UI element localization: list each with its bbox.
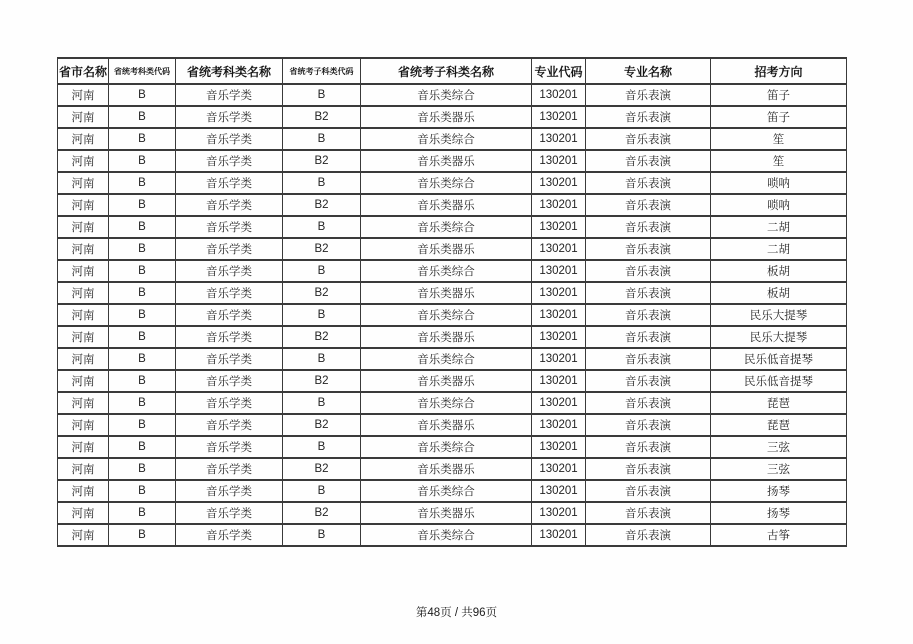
table-cell: B2 — [283, 458, 361, 480]
table-cell: 音乐类器乐 — [361, 326, 532, 348]
header-exam-category-code: 省统考科类代码 — [109, 58, 176, 84]
header-exam-category-name: 省统考科类名称 — [176, 58, 283, 84]
table-cell: 音乐学类 — [176, 502, 283, 524]
table-cell: 音乐表演 — [586, 370, 711, 392]
table-cell: 河南 — [58, 436, 109, 458]
table-cell: 音乐学类 — [176, 326, 283, 348]
table-cell: 音乐类器乐 — [361, 502, 532, 524]
table-cell: 音乐类综合 — [361, 304, 532, 326]
table-cell: B2 — [283, 150, 361, 172]
table-cell: 河南 — [58, 392, 109, 414]
table-cell: B2 — [283, 106, 361, 128]
table-cell: B — [109, 238, 176, 260]
table-cell: 三弦 — [711, 458, 847, 480]
table-cell: 130201 — [532, 458, 586, 480]
table-cell: 河南 — [58, 414, 109, 436]
table-cell: 民乐大提琴 — [711, 326, 847, 348]
table-cell: 130201 — [532, 172, 586, 194]
table-cell: 音乐类器乐 — [361, 238, 532, 260]
table-cell: 琵琶 — [711, 414, 847, 436]
table-cell: B — [109, 194, 176, 216]
table-cell: 音乐学类 — [176, 436, 283, 458]
table-cell: 河南 — [58, 370, 109, 392]
table-cell: 音乐表演 — [586, 436, 711, 458]
table-cell: 板胡 — [711, 260, 847, 282]
table-cell: 130201 — [532, 238, 586, 260]
table-cell: 音乐表演 — [586, 128, 711, 150]
table-row — [58, 436, 847, 458]
table-cell: 音乐类综合 — [361, 348, 532, 370]
table-cell: B — [283, 392, 361, 414]
header-recruitment-direction: 招考方向 — [711, 58, 847, 84]
table-cell: 音乐表演 — [586, 502, 711, 524]
table-cell: 130201 — [532, 84, 586, 106]
table-cell: B — [109, 502, 176, 524]
table-cell: B — [283, 216, 361, 238]
table-cell: 民乐低音提琴 — [711, 348, 847, 370]
table-cell: B2 — [283, 326, 361, 348]
table-cell: 河南 — [58, 128, 109, 150]
table-row — [58, 502, 847, 524]
table-cell: 音乐学类 — [176, 216, 283, 238]
table-cell: 音乐学类 — [176, 480, 283, 502]
table-cell: B — [283, 128, 361, 150]
table-cell: B — [109, 392, 176, 414]
table-cell: B — [109, 524, 176, 546]
table-row — [58, 524, 847, 546]
table-cell: 130201 — [532, 502, 586, 524]
table-cell: 笙 — [711, 128, 847, 150]
table-row — [58, 480, 847, 502]
table-cell: 音乐学类 — [176, 194, 283, 216]
table-row — [58, 106, 847, 128]
table-cell: B2 — [283, 194, 361, 216]
table-cell: B — [109, 458, 176, 480]
table-cell: B — [109, 348, 176, 370]
table-cell: 音乐类器乐 — [361, 282, 532, 304]
header-exam-subcategory-code: 省统考子科类代码 — [283, 58, 361, 84]
table-cell: 音乐类综合 — [361, 480, 532, 502]
table-cell: 130201 — [532, 392, 586, 414]
table-cell: 130201 — [532, 150, 586, 172]
table-cell: 音乐类综合 — [361, 436, 532, 458]
table-cell: 130201 — [532, 370, 586, 392]
table-cell: B — [109, 436, 176, 458]
table-cell: B — [283, 304, 361, 326]
table-cell: 音乐学类 — [176, 524, 283, 546]
table-cell: 音乐表演 — [586, 106, 711, 128]
table-cell: 琵琶 — [711, 392, 847, 414]
table-cell: 音乐表演 — [586, 414, 711, 436]
table-cell: 三弦 — [711, 436, 847, 458]
table-cell: B — [109, 304, 176, 326]
table-cell: 河南 — [58, 502, 109, 524]
table-cell: 民乐低音提琴 — [711, 370, 847, 392]
table-cell: B2 — [283, 238, 361, 260]
table-cell: 音乐学类 — [176, 348, 283, 370]
table-cell: 笛子 — [711, 106, 847, 128]
header-exam-subcategory-name: 省统考子科类名称 — [361, 58, 532, 84]
table-cell: B — [109, 216, 176, 238]
table-cell: 古筝 — [711, 524, 847, 546]
table-cell: 音乐类综合 — [361, 524, 532, 546]
table-cell: 音乐表演 — [586, 260, 711, 282]
table-cell: B — [109, 480, 176, 502]
table-cell: 河南 — [58, 348, 109, 370]
table-cell: 笙 — [711, 150, 847, 172]
table-cell: 唢呐 — [711, 194, 847, 216]
table-cell: B — [109, 326, 176, 348]
table-cell: 河南 — [58, 524, 109, 546]
table-cell: 河南 — [58, 458, 109, 480]
table-cell: 河南 — [58, 282, 109, 304]
table-cell: 二胡 — [711, 238, 847, 260]
page-footer — [0, 604, 913, 620]
table-cell: B — [283, 172, 361, 194]
table-cell: 音乐类器乐 — [361, 458, 532, 480]
table-cell: B2 — [283, 370, 361, 392]
table-cell: B — [109, 282, 176, 304]
table-cell: 河南 — [58, 238, 109, 260]
records-table — [57, 57, 847, 547]
table-cell: 河南 — [58, 326, 109, 348]
table-cell: 音乐学类 — [176, 128, 283, 150]
table-cell: 音乐类综合 — [361, 216, 532, 238]
table-row — [58, 458, 847, 480]
table-cell: 河南 — [58, 480, 109, 502]
table-cell: 河南 — [58, 216, 109, 238]
table-cell: B — [109, 106, 176, 128]
table-cell: 130201 — [532, 128, 586, 150]
table-cell: 音乐表演 — [586, 480, 711, 502]
table-cell: B — [283, 436, 361, 458]
table-cell: 130201 — [532, 194, 586, 216]
table-cell: 音乐类综合 — [361, 128, 532, 150]
table-cell: 二胡 — [711, 216, 847, 238]
table-cell: B — [109, 172, 176, 194]
table-row — [58, 216, 847, 238]
table-cell: 音乐类综合 — [361, 172, 532, 194]
table-cell: 音乐类综合 — [361, 392, 532, 414]
header-major-name: 专业名称 — [586, 58, 711, 84]
table-cell: 河南 — [58, 172, 109, 194]
table-row — [58, 282, 847, 304]
table-cell: 扬琴 — [711, 502, 847, 524]
table-row — [58, 304, 847, 326]
table-cell: 音乐表演 — [586, 524, 711, 546]
table-cell: 音乐表演 — [586, 216, 711, 238]
table-cell: 音乐表演 — [586, 282, 711, 304]
page-number: 第48页 / 共96页 — [415, 607, 498, 619]
table-cell: B — [109, 260, 176, 282]
table-cell: 音乐表演 — [586, 150, 711, 172]
table-cell: B — [283, 84, 361, 106]
table-cell: 河南 — [58, 304, 109, 326]
table-cell: 音乐类器乐 — [361, 414, 532, 436]
table-cell: 130201 — [532, 106, 586, 128]
header-province: 省市名称 — [58, 58, 109, 84]
header-major-code: 专业代码 — [532, 58, 586, 84]
table-cell: 音乐表演 — [586, 348, 711, 370]
table-cell: B — [283, 524, 361, 546]
table-cell: 音乐学类 — [176, 458, 283, 480]
table-cell: 130201 — [532, 216, 586, 238]
table-cell: 音乐表演 — [586, 304, 711, 326]
table-cell: 河南 — [58, 106, 109, 128]
table-row — [58, 348, 847, 370]
table-row — [58, 128, 847, 150]
table-cell: 130201 — [532, 436, 586, 458]
table-cell: 130201 — [532, 260, 586, 282]
table-row — [58, 260, 847, 282]
table-cell: B — [283, 260, 361, 282]
table-row — [58, 172, 847, 194]
table-cell: B2 — [283, 282, 361, 304]
table-cell: 音乐学类 — [176, 260, 283, 282]
table-cell: 板胡 — [711, 282, 847, 304]
table-cell: B — [109, 84, 176, 106]
table-cell: B — [109, 370, 176, 392]
table-cell: 笛子 — [711, 84, 847, 106]
table-cell: 130201 — [532, 414, 586, 436]
table-cell: 音乐类器乐 — [361, 370, 532, 392]
table-cell: 音乐学类 — [176, 304, 283, 326]
table-cell: 音乐表演 — [586, 84, 711, 106]
table-cell: 民乐大提琴 — [711, 304, 847, 326]
table-cell: 130201 — [532, 480, 586, 502]
table-cell: B — [109, 414, 176, 436]
table-cell: 音乐学类 — [176, 106, 283, 128]
table-cell: 扬琴 — [711, 480, 847, 502]
table-cell: 130201 — [532, 524, 586, 546]
table-cell: 130201 — [532, 348, 586, 370]
table-cell: 音乐学类 — [176, 172, 283, 194]
table-cell: 音乐类综合 — [361, 84, 532, 106]
table-row — [58, 194, 847, 216]
table-cell: 音乐表演 — [586, 326, 711, 348]
table-row — [58, 238, 847, 260]
table-cell: 音乐学类 — [176, 282, 283, 304]
table-cell: B — [283, 348, 361, 370]
table-cell: 音乐学类 — [176, 238, 283, 260]
table-row — [58, 150, 847, 172]
table-cell: 音乐类器乐 — [361, 150, 532, 172]
table-cell: 音乐表演 — [586, 172, 711, 194]
table-cell: B2 — [283, 414, 361, 436]
table-body — [58, 84, 847, 546]
table-cell: B — [109, 150, 176, 172]
table-cell: 130201 — [532, 282, 586, 304]
table-cell: 音乐学类 — [176, 150, 283, 172]
table-cell: 音乐类器乐 — [361, 106, 532, 128]
table-cell: 音乐学类 — [176, 84, 283, 106]
table-row — [58, 414, 847, 436]
table-cell: 音乐表演 — [586, 238, 711, 260]
table-cell: 音乐表演 — [586, 458, 711, 480]
table-cell: 音乐学类 — [176, 370, 283, 392]
table-row — [58, 392, 847, 414]
table-cell: 唢呐 — [711, 172, 847, 194]
table-cell: 130201 — [532, 304, 586, 326]
table-cell: 河南 — [58, 150, 109, 172]
table-cell: B — [109, 128, 176, 150]
table-cell: 音乐学类 — [176, 392, 283, 414]
table-cell: 音乐类综合 — [361, 260, 532, 282]
table-row — [58, 84, 847, 106]
table-cell: 音乐表演 — [586, 194, 711, 216]
table-cell: 音乐表演 — [586, 392, 711, 414]
table-row — [58, 370, 847, 392]
table-cell: B2 — [283, 502, 361, 524]
table-cell: B — [283, 480, 361, 502]
table-cell: 河南 — [58, 194, 109, 216]
table-cell: 130201 — [532, 326, 586, 348]
table-cell: 音乐类器乐 — [361, 194, 532, 216]
table-header-row — [58, 58, 847, 84]
table-cell: 音乐学类 — [176, 414, 283, 436]
table-cell: 河南 — [58, 260, 109, 282]
table-row — [58, 326, 847, 348]
table-cell: 河南 — [58, 84, 109, 106]
